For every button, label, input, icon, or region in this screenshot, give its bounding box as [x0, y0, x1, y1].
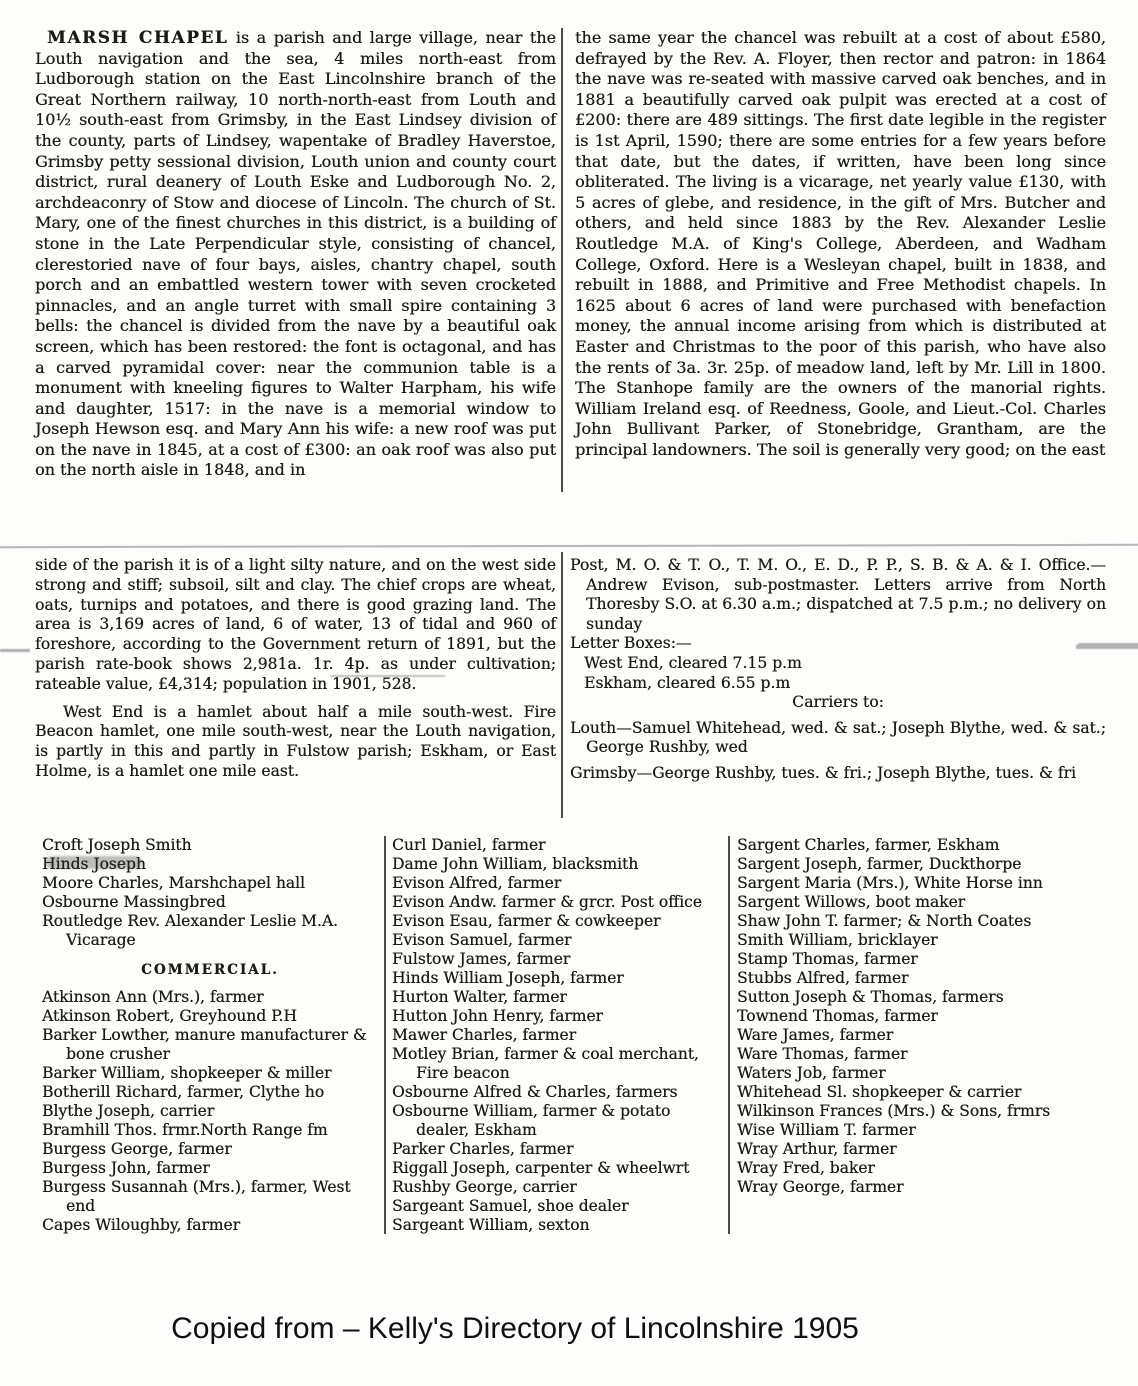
directory-entry: Osbourne Alfred & Charles, farmers [392, 1083, 678, 1101]
directory-entry: Wray Arthur, farmer [737, 1140, 897, 1158]
directory-entry: Capes Wiloughby, farmer [42, 1216, 241, 1234]
directory-entry: Evison Alfred, farmer [392, 874, 562, 892]
directory-entry: Bramhill Thos. frmr.North Range fm [42, 1121, 328, 1139]
directory-divider-1 [384, 836, 386, 1234]
residents-list [42, 836, 378, 950]
carrier-entry: Grimsby—George Rushby, tues. & fri.; Joseph Blythe, tues. & fri [570, 763, 1076, 782]
post-office-paragraph: Post, M. O. & T. O., T. M. O., E. D., P. P., S. B. & A. & I. Office.—Andrew Evison, sub-postmaster. Letters arrive from North Thoresby S.O. at 6.30 a.m.; dispatched at 7.5 p.m.; no delivery on sunday [570, 556, 1106, 633]
directory-entry: Parker Charles, farmer [392, 1140, 574, 1158]
article-paragraph-right: the same year the chancel was rebuilt at a cost of about £580, defrayed by the Rev. A. Floyer, then rector and patron: in 1864 the nave was re-seated with massive carved oak benches, and in 1881 a beautifully carved oak pulpit was erected at a cost of £200: there are 489 sittings. The first date legible in the register is 1st April, 1590; there are some entries for a few years before that date, but the dates, if written, have been long since obliterated. The living is a vicarage, net yearly value £130, with 5 acres of glebe, and residence, in the gift of Mrs. Butcher and others, and held since 1883 by the Rev. Alexander Leslie Routledge M.A. of King's College, Aberdeen, and Wadham College, Oxford. Here is a Wesleyan chapel, built in 1838, and rebuilt in 1888, and Primitive and Free Methodist chapels. In 1625 about 6 acres of land were purchased with benefaction money, the annual income arising from which is distributed at Easter and Christmas to the poor of this parish, who have also the rents of 3a. 3r. 25p. of meadow land, left by Mr. Lill in 1800. The Stanhope family are the owners of the manorial rights. William Ireland esq. of Reedness, Goole, and Lieut.-Col. Charles John Bullivant Parker, of Stonebridge, Grantham, are the principal landowners. The soil is generally very good; on the east [575, 28, 1106, 459]
directory-entry: Atkinson Ann (Mrs.), farmer [42, 988, 264, 1006]
directory-entry: Hurton Walter, farmer [392, 988, 567, 1006]
article-column-left [35, 28, 556, 481]
directory-entry: Atkinson Robert, Greyhound P.H [42, 1007, 297, 1025]
commercial-heading: COMMERCIAL. [141, 962, 279, 978]
directory-entry: Shaw John T. farmer; & North Coates [737, 912, 1032, 930]
directory-entry: Dame John William, blacksmith [392, 855, 639, 873]
directory-entry: Stubbs Alfred, farmer [737, 969, 909, 987]
directory-entry: Evison Andw. farmer & grcr. Post office [392, 893, 702, 911]
directory-entry: Riggall Joseph, carpenter & wheelwrt [392, 1159, 690, 1177]
directory-entry: Sargent Charles, farmer, Eskham [737, 836, 1000, 854]
directory-entry: Sargeant Samuel, shoe dealer [392, 1197, 629, 1215]
directory-entry: Routledge Rev. Alexander Leslie M.A. Vicarage [42, 912, 338, 949]
footer-caption: Copied from – Kelly's Directory of Lincolnshire 1905 [171, 1312, 859, 1345]
directory-entry: Sutton Joseph & Thomas, farmers [737, 988, 1004, 1006]
directory-list-2 [392, 836, 722, 1235]
directory-list-3 [737, 836, 1107, 1197]
directory-column-3 [737, 836, 1107, 1197]
directory-entry: Hinds Joseph [42, 855, 146, 873]
directory-entry: Wray George, farmer [737, 1178, 904, 1196]
directory-entry: Barker Lowther, manure manufacturer & bone crusher [42, 1026, 367, 1063]
directory-entry: Hinds William Joseph, farmer [392, 969, 624, 987]
section-divider-line [0, 544, 1138, 548]
directory-entry: Botherill Richard, farmer, Clythe ho [42, 1083, 325, 1101]
directory-entry: Burgess Susannah (Mrs.), farmer, West end [42, 1178, 351, 1215]
directory-entry: Sargent Willows, boot maker [737, 893, 966, 911]
directory-entry: Ware Thomas, farmer [737, 1045, 908, 1063]
directory-entry: Wray Fred, baker [737, 1159, 875, 1177]
directory-column-1 [42, 836, 378, 1235]
directory-entry: Motley Brian, farmer & coal merchant, Fire beacon [392, 1045, 699, 1082]
directory-entry: Burgess George, farmer [42, 1140, 232, 1158]
directory-column-2 [392, 836, 722, 1235]
directory-entry: Moore Charles, Marshchapel hall [42, 874, 305, 892]
letter-box-line: Eskham, cleared 6.55 p.m [584, 673, 791, 692]
directory-entry: Whitehead Sl. shopkeeper & carrier [737, 1083, 1022, 1101]
soil-crops-paragraph: side of the parish it is of a light silty nature, and on the west side strong and stiff; subsoil, silt and clay. The chief crops are wheat, oats, turnips and potatoes, and there is good grazing land. The area is 3,169 acres of land, 6 of water, 13 of tidal and 960 of foreshore, according to the Government return of 1891, but the parish rate-book shows 2,981a. 1r. 4p. as under cultivation; rateable value, £4,314; population in 1901, 528. [35, 556, 556, 693]
directory-entry: Wise William T. farmer [737, 1121, 916, 1139]
directory-entry: Ware James, farmer [737, 1026, 894, 1044]
scan-smudge [0, 649, 30, 652]
directory-divider-2 [728, 836, 730, 1234]
letter-box-line: West End, cleared 7.15 p.m [584, 653, 802, 672]
middle-column-left [35, 556, 556, 782]
directory-entry: Sargent Joseph, farmer, Duckthorpe [737, 855, 1022, 873]
directory-entry: Curl Daniel, farmer [392, 836, 546, 854]
directory-entry: Osbourne William, farmer & potato dealer, Eskham [392, 1102, 671, 1139]
directory-entry: Smith William, bricklayer [737, 931, 938, 949]
directory-entry: Evison Esau, farmer & cowkeeper [392, 912, 661, 930]
directory-entry: Mawer Charles, farmer [392, 1026, 576, 1044]
middle-column-right [570, 556, 1106, 784]
carrier-entry: Louth—Samuel Whitehead, wed. & sat.; Joseph Blythe, wed. & sat.; George Rushby, wed [570, 718, 1106, 757]
directory-entry: Hutton John Henry, farmer [392, 1007, 603, 1025]
directory-entry: Burgess John, farmer [42, 1159, 210, 1177]
column-divider-middle [561, 552, 563, 818]
directory-entry: Townend Thomas, farmer [737, 1007, 938, 1025]
directory-entry: Sargeant William, sexton [392, 1216, 590, 1234]
directory-entry: Sargent Maria (Mrs.), White Horse inn [737, 874, 1043, 892]
article-paragraph-left [35, 28, 556, 481]
directory-entry: Barker William, shopkeeper & miller [42, 1064, 332, 1082]
letter-boxes-list [570, 654, 1106, 693]
directory-entry: Osbourne Massingbred [42, 893, 226, 911]
article-text-left: is a parish and large village, near the Louth navigation and the sea, 4 miles north-east from Ludborough station on the East Lincolnshire branch of the Great Northern railway, 10 north-north-east from Louth and 10½ south-east from Grimsby, in the East Lindsey division of the county, parts of Lindsey, wapentake of Bradley Haverstoe, Grimsby petty sessional division, Louth union and county court district, rural deanery of Louth Eske and Ludborough No. 2, archdeaconry of Stow and diocese of Lincoln. The church of St. Mary, one of the finest churches in this district, is a building of stone in the Late Perpendicular style, consisting of chancel, clerestoried nave of four bays, aisles, chantry chapel, south porch and an embattled western tower with seven crocketed pinnacles, and an angle turret with small spire containing 3 bells: the chancel is divided from the nave by a beautiful oak screen, which has been restored: the font is octagonal, and has a carved pyramidal cover: near the communion table is a monument with kneeling figures to Walter Harpham, his wife and daughter, 1517: in the nave is a memorial window to Joseph Hewson esq. and Mary Ann his wife: a new roof was put on the nave in 1845, at a cost of £300: an oak roof was also put on the north aisle in 1848, and in [35, 28, 556, 480]
hamlets-paragraph: West End is a hamlet about half a mile south-west. Fire Beacon hamlet, one mile south-west, near the Louth navigation, is partly in this and partly in Fulstow parish; Eskham, or East Holme, is a hamlet one mile east. [35, 702, 556, 780]
letter-boxes-heading: Letter Boxes:— [570, 634, 692, 653]
directory-entry: Wilkinson Frances (Mrs.) & Sons, frmrs [737, 1102, 1051, 1120]
directory-entry: Fulstow James, farmer [392, 950, 571, 968]
commercial-list [42, 988, 378, 1235]
article-column-right [575, 28, 1106, 460]
article-lead-title: MARSH CHAPEL [47, 28, 229, 48]
directory-entry: Stamp Thomas, farmer [737, 950, 918, 968]
directory-entry: Waters Job, farmer [737, 1064, 886, 1082]
directory-entry: Rushby George, carrier [392, 1178, 577, 1196]
directory-entry: Croft Joseph Smith [42, 836, 192, 854]
column-divider-top [561, 28, 563, 492]
carriers-heading: Carriers to: [792, 693, 884, 712]
directory-entry: Evison Samuel, farmer [392, 931, 572, 949]
directory-entry: Blythe Joseph, carrier [42, 1102, 215, 1120]
carriers-list [570, 719, 1106, 784]
